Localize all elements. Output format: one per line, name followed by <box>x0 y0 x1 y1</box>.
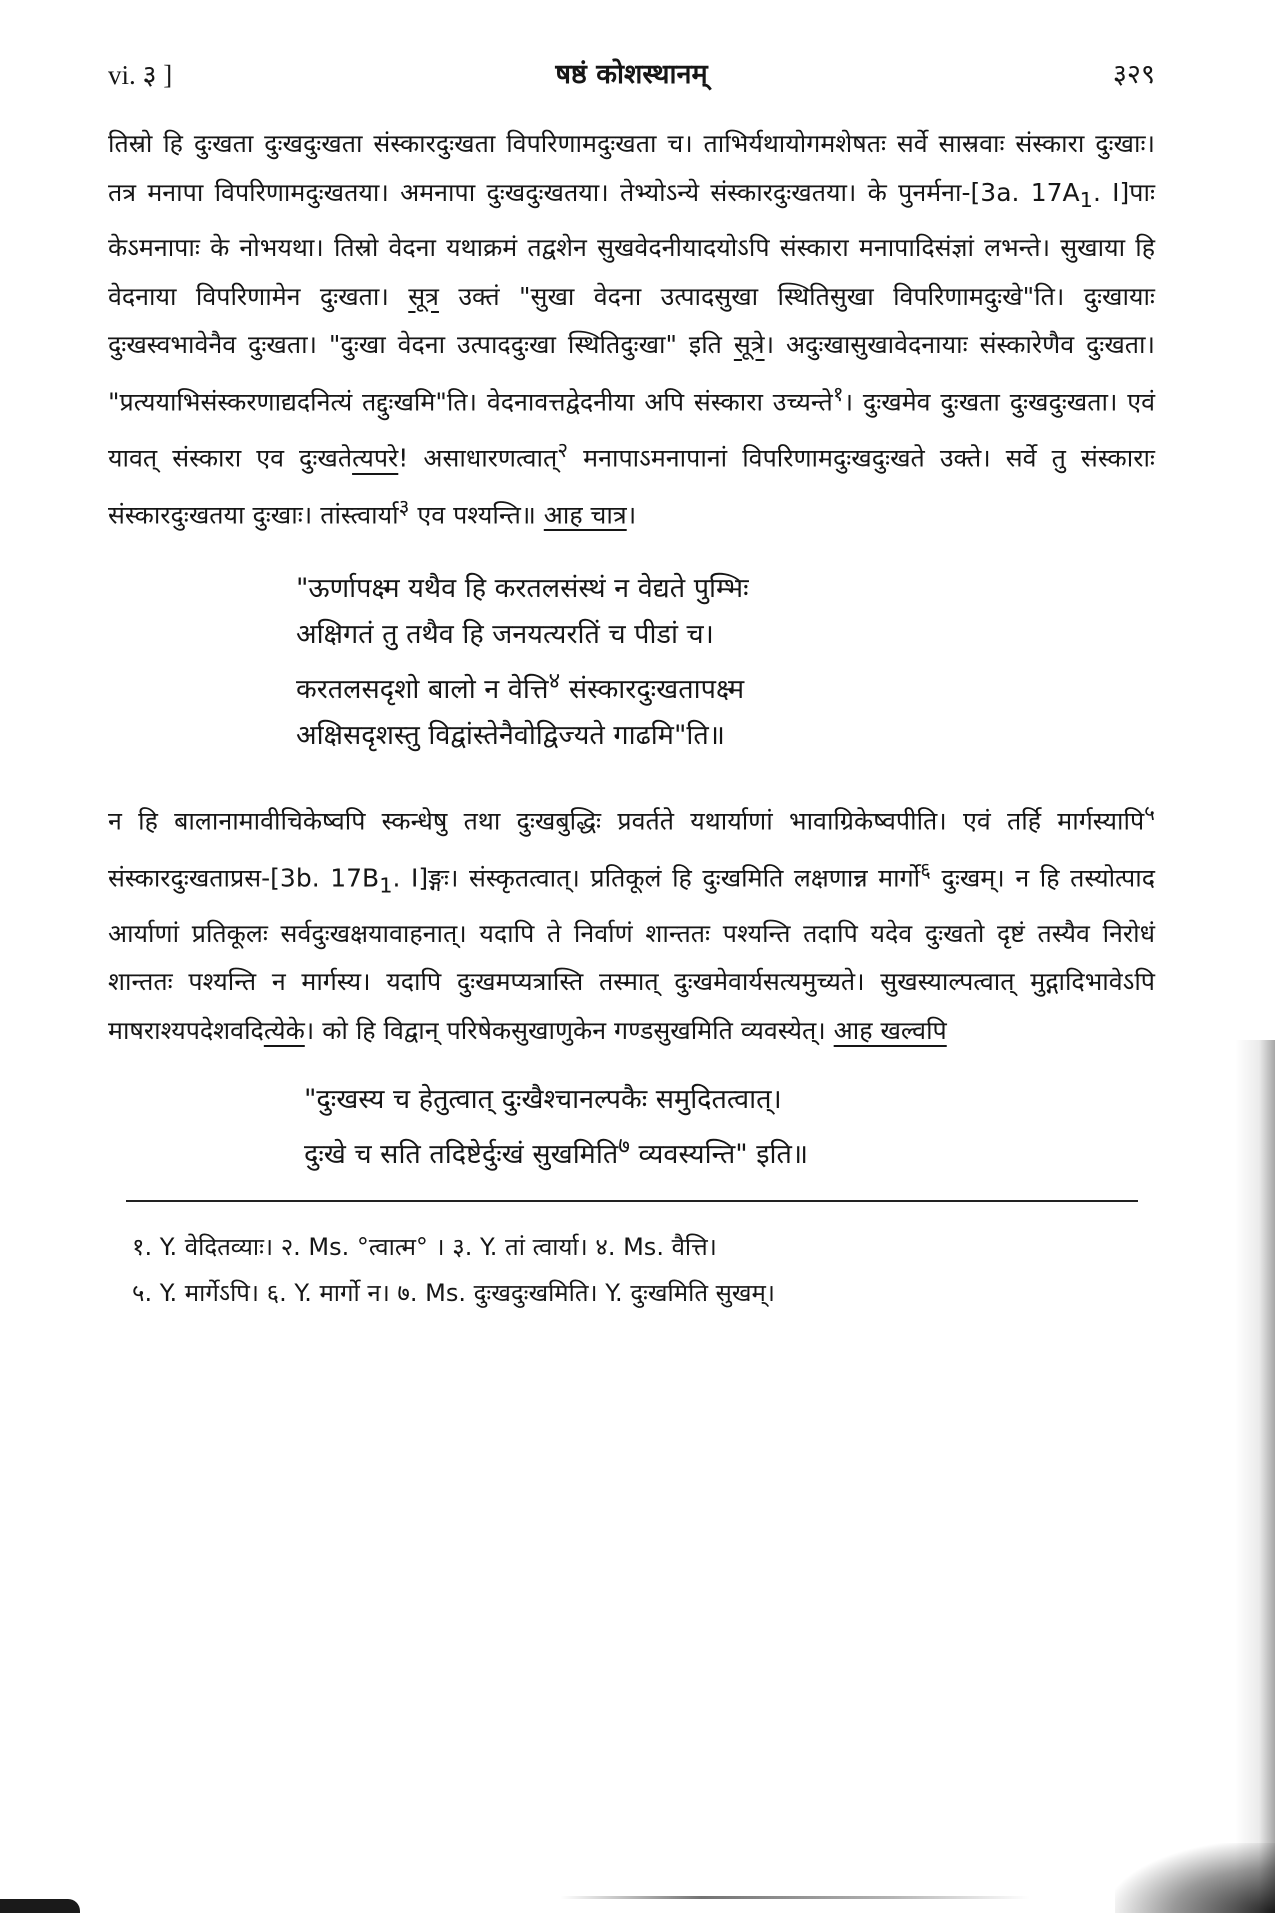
verse-line: अक्षिसदृशस्तु विद्वांस्तेनैवोद्विज्यते गाढमि"ति॥ <box>296 719 725 751</box>
scan-edge-shadow <box>1235 1040 1275 1913</box>
page-title: षष्ठं कोशस्थानम् <box>555 59 708 90</box>
scan-corner-shadow <box>1115 1843 1275 1913</box>
text-run: ! असाधारणत्वात् <box>398 443 558 473</box>
underlined-word: आह खल्वपि <box>833 1015 947 1045</box>
paragraph-1 <box>108 120 1155 540</box>
text-run: मनापाऽमनापानां विपरिणामदुःखदुःखते उक्ते। सर्वे तु संस्काराः संस्कारदुःखतया दुःखाः। तांस्त्वार्या <box>108 443 1155 530</box>
underlined-word: त्यपरे <box>352 443 399 473</box>
scan-bottom-left-mark <box>0 1899 80 1913</box>
footnotes <box>132 1224 1155 1316</box>
footnote-line: ५. Y. मार्गेऽपि। ६. Y. मार्गो न। ७. Ms. दुःखदुःखमिति। Y. दुःखमिति सुखम्। <box>132 1279 775 1308</box>
verse-1 <box>296 566 1155 759</box>
text-run: व्यवस्यन्ति" इति॥ <box>629 1139 809 1171</box>
running-head <box>108 52 1155 98</box>
text-run: संस्कारदुःखताप्रस-[3b. 17B <box>108 863 380 893</box>
underlined-word: सूत्र <box>408 281 439 311</box>
footnote-ref: ५ <box>1144 800 1155 825</box>
subscript: 1 <box>1079 187 1093 212</box>
text-run: । <box>626 500 637 530</box>
text-run: । अदुःखासुखावेदनायाः संस्कारेणैव दुःखता। "प्रत्ययाभिसंस्करणाद्यदनित्यं तद्दुःखमि"ति। वेदनावत्तद्वेदनीया अपि संस्कारा उच्यन्ते <box>108 330 1155 416</box>
text-run: । को हि विद्वान् परिषेकसुखाणुकेन गण्डसुखमिति व्यवस्येत्। <box>304 1015 826 1045</box>
text-run: एव पश्यन्ति॥ <box>409 500 536 530</box>
text-run: न हि बालानामावीचिकेष्वपि स्कन्धेषु तथा दुःखबुद्धिः प्रवर्तते यथार्याणां भावाग्रिकेष्वपीति। एवं तर्हि मार्गस्यापि <box>108 806 1145 836</box>
text-run: दुःखम्। न हि तस्योत्पाद आर्याणां प्रतिकूलः सर्वदुःखक्षयावाहनात्। यदापि ते निर्वाणं शान्ततः पश्यन्ति तदापि यदेव दुःखतो दृष्टं तस्यैव निरोधं शान्ततः पश्यन्ति न मार्गस्य। यदापि दुःखमप्यत्रास्ति तस्मात् दुःखमेवार्यसत्यमुच्यते। सुखस्याल्पत्वात् मुद्गादिभावेऽपि माषराश्यपदेशवदि <box>108 863 1155 1045</box>
underlined-word: त्येके <box>263 1015 305 1045</box>
verse-line <box>296 658 1155 713</box>
verse-2 <box>304 1077 1155 1178</box>
paragraph-2 <box>108 789 1155 1055</box>
scan-bottom-stroke <box>560 1896 1030 1899</box>
verse-line <box>304 1123 1155 1178</box>
text-run: . I]पाः केऽमनापाः के नोभयथा। तिस्रो वेदना यथाक्रमं तद्वशेन सुखवेदनीयादयोऽपि संस्कारा मनापादिसंज्ञां लभन्ते। सुखाया हि वेदनाया विपरिणामेन दुःखता। <box>108 177 1156 311</box>
footnote-rule <box>126 1200 1138 1202</box>
text-run: । दुःखमेव दुःखता दुःखदुःखता। एवं यावत् संस्कारा एव दुःखते <box>108 386 1155 473</box>
text-run: उक्तं "सुखा वेदना उत्पादसुखा स्थितिसुखा विपरिणामदुःखे"ति। दुःखायाः दुःखस्वभावेनैव दुःखता। "दुःखा वेदना उत्पाददुःखा स्थितिदुःखा" इति <box>108 281 1155 359</box>
text-run: तिस्रो हि दुःखता दुःखदुःखता संस्कारदुःखता विपरिणामदुःखता च। ताभिर्यथायोगमशेषतः सर्वे सास्रवाः संस्कारा दुःखाः। तत्र मनापा विपरिणामदुःखतया। अमनापा दुःखदुःखतया। तेभ्योऽन्ये संस्कारदुःखतया। के पुनर्मना-[3a. 17A <box>108 129 1155 207</box>
paragraph-1-text <box>108 120 1155 540</box>
underlined-word: आह चात्र <box>543 500 627 530</box>
footnote-ref: ७ <box>618 1133 630 1160</box>
footnote-ref: २ <box>557 438 569 463</box>
underlined-word: सूत्रे <box>733 330 765 359</box>
text-run: संस्कारदुःखतापक्ष्म <box>560 673 745 705</box>
page-number: ३२९ <box>1112 59 1155 90</box>
text-run: करतलसदृशो बालो न वेत्ति <box>296 673 549 705</box>
footnote-ref: ६ <box>920 857 931 882</box>
verse-line: अक्षिगतं तु तथैव हि जनयत्यरतिं च पीडां च। <box>296 618 714 650</box>
text-run: . I]ङ्गः। संस्कृतत्वात्। प्रतिकूलं हि दुःखमिति लक्षणान्न मार्गो <box>392 863 921 893</box>
footnote-line: १. Y. वेदितव्याः। २. Ms. °त्वात्म° । ३. Y. तां त्वार्या। ४. Ms. वैत्ति। <box>132 1233 717 1262</box>
verse-line: "दुःखस्य च हेतुत्वात् दुःखैश्चानल्पकैः समुदितत्वात्। <box>304 1084 782 1116</box>
footnote-ref: ३ <box>398 495 410 520</box>
footnote-ref: ४ <box>548 667 561 694</box>
paragraph-2-text <box>108 789 1155 1055</box>
subscript: 1 <box>379 873 393 898</box>
chapter-reference: vi. ३ ] <box>108 60 173 90</box>
verse-line: "ऊर्णापक्ष्म यथैव हि करतलसंस्थं न वेद्यते पुम्भिः <box>296 572 749 604</box>
footnote-ref: १ <box>832 381 844 406</box>
text-run: दुःखे च सति तदिष्टेर्दुःखं सुखमिति <box>304 1139 619 1171</box>
